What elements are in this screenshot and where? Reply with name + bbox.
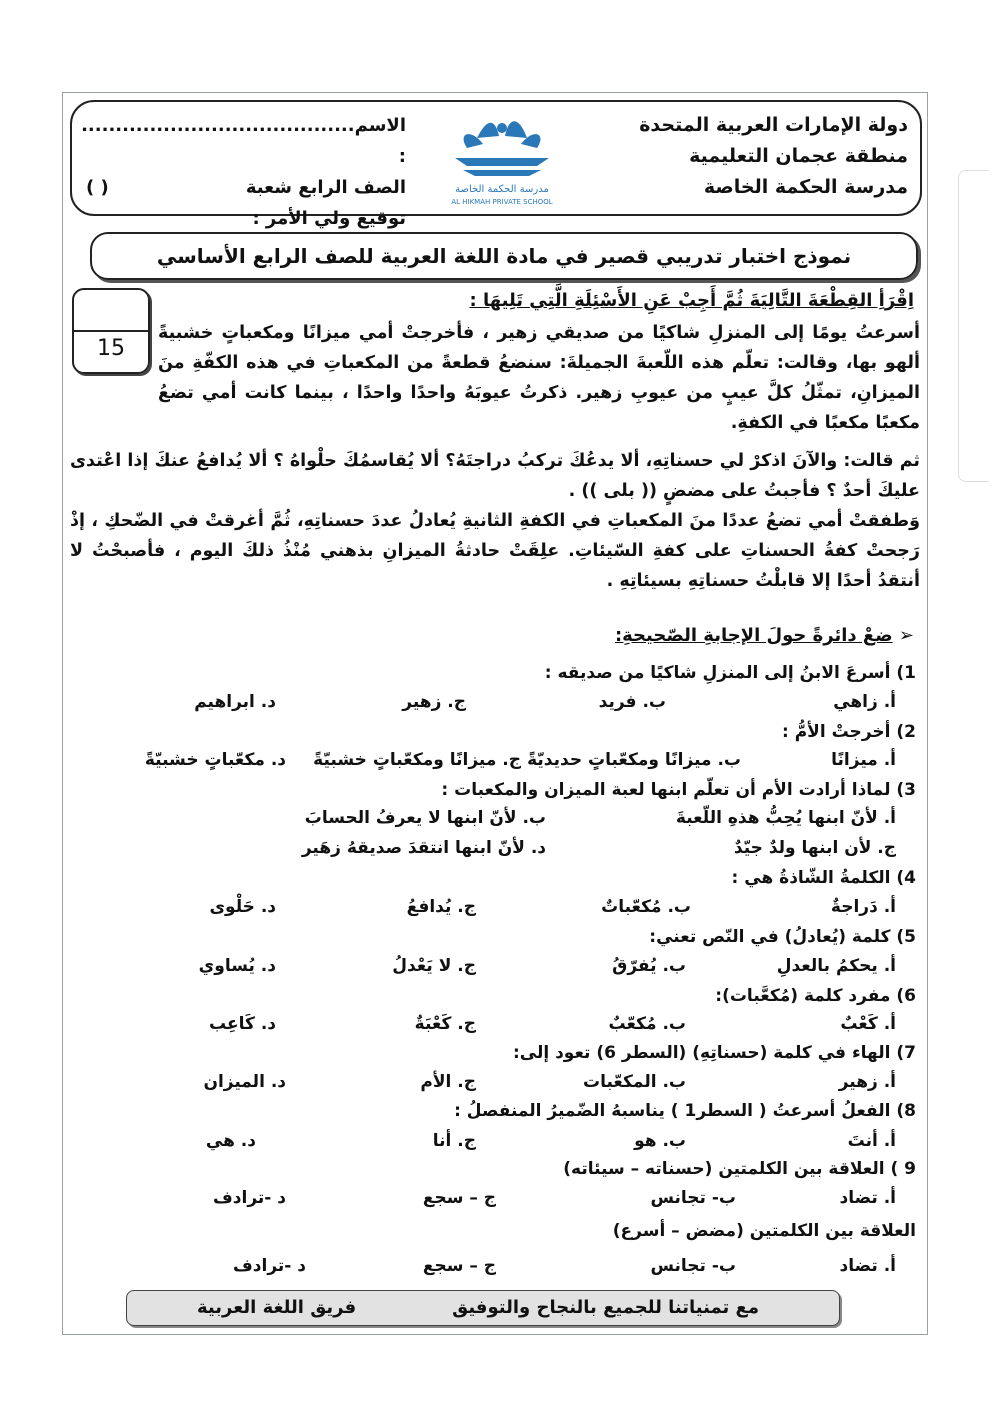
logo-text-ar: مدرسة الحكمة الخاصة — [455, 184, 549, 195]
option-b[interactable]: ب. لأنّ ابنها لا يعرفُ الحسابَ — [304, 808, 546, 828]
options-3b — [76, 838, 916, 864]
scroll-edge — [958, 170, 989, 482]
option-a[interactable]: أ. يحكمُ بالعدلِ — [776, 956, 896, 976]
passage-paragraph-1: أسرعتُ يومًا إلى المنزلِ شاكيًا من صديقي زهير ، فأخرجتْ أمي ميزانًا ومكعباتٍ خشبيةً ألهو بها، وقالت: تعلّم هذه اللّعبةَ الجميلةَ: سنضعُ قطعةً من المكعباتِ في هذه الكفّةِ منَ الميزانِ، تمثّلُ كلَّ عيبٍ من عيوبِ زهير. ذكرتُ عيوبَهُ واحدًا واحدًا ، بينما كانت أمي تضعُ مكعبًا مكعبًا في الكفةِ. — [158, 323, 920, 433]
school-logo — [437, 108, 567, 208]
name-field[interactable]: ........................................ — [81, 115, 355, 136]
passage-rest — [70, 446, 920, 596]
passage-paragraph-2: ثم قالت: والآنَ اذكرْ لي حسناتِهِ، ألا يدعُكَ تركبُ دراجتَهُ؟ ألا يُقاسمُكَ حلْواهُ ؟ ألا يُدافعُ عنكَ إذا اعْتدى عليكَ أحدٌ ؟ فأجبتُ على مضضٍ (( بلى )) . — [70, 451, 920, 501]
question-4: 4) الكلمةُ الشّاذةُ هي : — [731, 868, 916, 888]
option-c[interactable]: ج. لا يَعْدلُ — [392, 956, 476, 976]
region-line: منطقة عجمان التعليمية — [689, 145, 908, 167]
option-d[interactable]: د. كَاعِب — [209, 1014, 276, 1034]
options-5 — [76, 956, 916, 982]
option-d[interactable]: د. هي — [205, 1131, 256, 1151]
options-2 — [76, 750, 916, 776]
exam-title-box — [90, 232, 918, 280]
option-d[interactable]: د. لأنّ ابنها انتقدَ صديقهُ زهَير — [301, 838, 546, 858]
footer-wish: مع تمنياتنا للجميع بالنجاح والتوفيق — [452, 1297, 759, 1318]
options-7 — [76, 1072, 916, 1098]
option-c[interactable]: ج – سجع — [422, 1188, 496, 1208]
student-info — [81, 110, 406, 234]
header-box — [70, 100, 922, 229]
option-b[interactable]: ب. ميزانًا ومكعّباتٍ حديديّةً — [527, 750, 741, 770]
option-a[interactable]: أ. أنتَ — [847, 1131, 896, 1151]
score-box — [72, 288, 150, 374]
options-8 — [76, 1131, 916, 1157]
options-4 — [76, 897, 916, 923]
score-divider — [74, 330, 148, 332]
exam-title: نموذج اختبار تدريبي قصير في مادة اللغة العربية للصف الرابع الأساسي — [156, 244, 852, 268]
logo-text-en: AL HIKMAH PRIVATE SCHOOL — [451, 198, 553, 206]
option-d[interactable]: د. يُساوي — [198, 956, 276, 976]
option-b[interactable]: ب. هو — [634, 1131, 686, 1151]
question-8: 8) الفعلُ أسرعتُ ( السطر1 ) يناسبهُ الضّميرُ المنفصلُ : — [454, 1101, 916, 1121]
option-a[interactable]: أ. تضاد — [839, 1256, 896, 1276]
option-a[interactable]: أ. دَراجةٌ — [830, 897, 896, 917]
option-a[interactable]: أ. لأنّ ابنها يُحِبُّ هذهِ اللّعبةَ — [675, 808, 896, 828]
instruction: اِقْرَأِ القِطْعَةَ التَّالِيَةَ ثُمَّ أَجِبْ عَنِ الأَسْئِلَةِ الَّتِي تَلِيهَا : — [469, 290, 914, 311]
question-1: 1) أسرعَ الابنُ إلى المنزلِ شاكيًا من صديقه : — [544, 663, 916, 683]
country-line: دولة الإمارات العربية المتحدة — [639, 114, 908, 136]
question-10: العلاقة بين الكلمتين (مضض – أسرع) — [612, 1221, 916, 1241]
options-3a — [76, 808, 916, 834]
question-5: 5) كلمة (يُعادلُ) في النّص تعني: — [649, 927, 916, 947]
option-c[interactable]: ج. ميزانًا ومكعّباتٍ خشبيّةً — [313, 750, 521, 770]
question-6: 6) مفرد كلمة (مُكعَّبات): — [715, 986, 916, 1006]
option-c[interactable]: ج. يُدافعُ — [406, 897, 476, 917]
grade-label: الصف الرابع شعبة — [245, 177, 406, 198]
school-line: مدرسة الحكمة الخاصة — [703, 176, 908, 198]
option-a[interactable]: أ. زهير — [838, 1072, 896, 1092]
school-info — [608, 110, 908, 203]
option-d[interactable]: د. الميزان — [203, 1072, 286, 1092]
question-2: 2) أخرجتْ الأمُّ : — [781, 722, 916, 742]
question-9: 9 ) العلاقة بين الكلمتين (حسناته – سيئاته) — [563, 1159, 916, 1179]
options-9 — [76, 1188, 916, 1214]
option-b[interactable]: ب. المكعّبات — [583, 1072, 686, 1092]
guardian-signature[interactable]: توقيع ولي الأمر : — [252, 208, 406, 229]
task-heading — [615, 625, 914, 646]
name-label: الاسم : — [354, 115, 406, 167]
option-d[interactable]: د. ابراهيم — [194, 692, 276, 712]
option-a[interactable]: أ. زاهي — [833, 692, 896, 712]
options-1 — [76, 692, 916, 718]
option-d[interactable]: د -ترادف — [233, 1256, 306, 1276]
option-c[interactable]: ج. لأن ابنها ولدٌ جيّدٌ — [733, 838, 896, 858]
option-b[interactable]: ب. يُفرّقُ — [612, 956, 686, 976]
footer-team: فريق اللغة العربية — [197, 1297, 357, 1318]
option-a[interactable]: أ. تضاد — [839, 1188, 896, 1208]
score-total: 15 — [97, 336, 125, 361]
name-row — [81, 110, 406, 172]
question-7: 7) الهاء في كلمة (حسناتِهِ) (السطر 6) تعود إلى: — [512, 1043, 916, 1063]
footer-banner — [126, 1290, 840, 1326]
grade-row — [86, 172, 406, 203]
option-a[interactable]: أ. كَعْبٌ — [840, 1014, 896, 1034]
option-b[interactable]: ب. مُكعّباتٌ — [601, 897, 691, 917]
option-b[interactable]: ب. مُكعّبٌ — [608, 1014, 686, 1034]
option-c[interactable]: ج. كَعْبَةٌ — [414, 1014, 476, 1034]
option-a[interactable]: أ. ميزانًا — [831, 750, 896, 770]
option-c[interactable]: ج. الأم — [420, 1072, 476, 1092]
option-c[interactable]: ج – سجع — [422, 1256, 496, 1276]
option-d[interactable]: د. حَلْوى — [209, 897, 276, 917]
option-c[interactable]: ج. زهير — [402, 692, 466, 712]
task-text: ضعْ دائرةً حولَ الإجابةِ الصّحيحةِ: — [614, 625, 893, 646]
option-b[interactable]: ب- تجانس — [650, 1188, 736, 1208]
question-3: 3) لماذا أرادت الأم أن تعلّم ابنها لعبة الميزان والمكعبات : — [441, 780, 916, 800]
option-d[interactable]: د. مكعّباتٍ خشبيّةً — [144, 750, 286, 770]
arrow-icon: ➢ — [898, 625, 914, 646]
passage-paragraph-3: وَطفقتْ أمي تضعُ عددًا منَ المكعباتِ في الكفةِ الثانيةِ يُعادلُ عددَ حسناتِهِ، ثُمَّ أغرقتْ في الضّحكِ ، إذْ رَجحتْ كفةُ الحسناتِ على كفةِ السّيئاتِ. علِقَتْ حادثةُ الميزانِ بذهني مُنْذُ ذلكَ اليوم ، فأصبحْتُ لا أنتقدُ أحدًا إلا قابلْتُ حسناتِهِ بسيئاتِهِ . — [70, 511, 920, 591]
options-10 — [76, 1256, 916, 1282]
option-c[interactable]: ج. أنا — [432, 1131, 476, 1151]
option-b[interactable]: ب- تجانس — [650, 1256, 736, 1276]
section-field[interactable]: ( ) — [86, 177, 109, 198]
options-6 — [76, 1014, 916, 1040]
option-d[interactable]: د -ترادف — [213, 1188, 286, 1208]
option-b[interactable]: ب. فريد — [598, 692, 666, 712]
